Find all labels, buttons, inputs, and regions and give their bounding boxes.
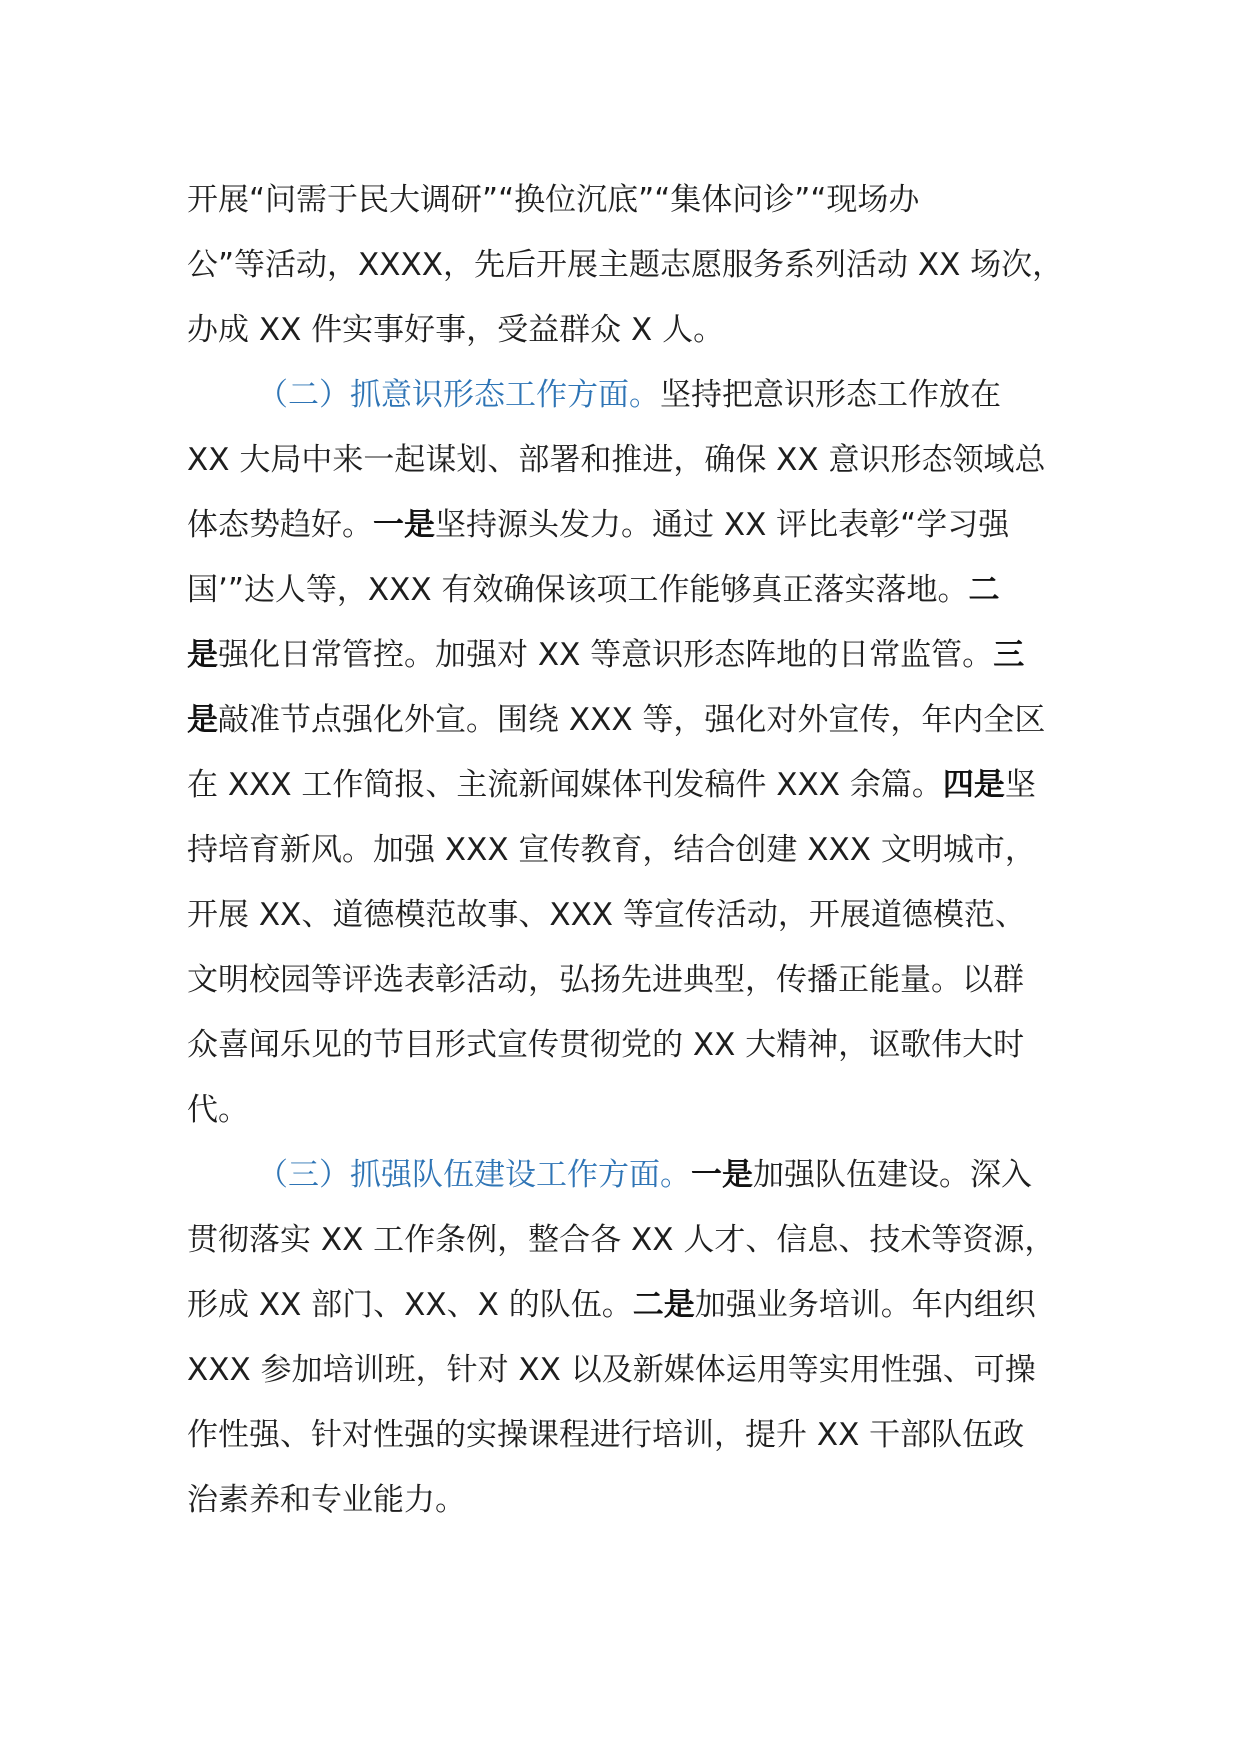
text-line (187, 753, 1082, 818)
text-line: 众喜闻乐见的节目形式宣传贯彻党的 XX 大精神，讴歌伟大时 (187, 1027, 1025, 1063)
text-line: 开展 XX、道德模范故事、XXX 等宣传活动，开展道德模范、 (187, 897, 1026, 933)
text-span: 坚持源头发力。通过 XX 评比表彰“学习强 (435, 507, 1010, 543)
text-span: 敲准节点强化外宣。围绕 XXX 等，强化对外宣传，年内全区 (218, 702, 1046, 738)
ordinal-marker-2: 二 (968, 572, 1000, 608)
ordinal-marker-4: 四是 (942, 767, 1005, 803)
text-line (187, 688, 1082, 753)
ordinal-marker-2-cont: 是 (187, 637, 218, 673)
text-line: 作性强、针对性强的实操课程进行培训，提升 XX 干部队伍政 (187, 1417, 1025, 1453)
section-heading-ideology: （二）抓意识形态工作方面。 (257, 377, 660, 413)
text-line: 代。 (187, 1092, 249, 1128)
ordinal-marker-1: 一是 (691, 1157, 753, 1193)
text-line (187, 558, 1082, 623)
text-span: 强化日常管控。加强对 XX 等意识形态阵地的日常监管。 (218, 637, 994, 673)
paragraph-ideology (187, 363, 1082, 1143)
text-line: 公”等活动，XXXX，先后开展主题志愿服务系列活动 XX 场次， (187, 247, 1064, 283)
text-span: 坚 (1004, 767, 1036, 803)
text-span: 在 XXX 工作简报、主流新闻媒体刊发稿件 XXX 余篇。 (187, 767, 943, 803)
text-span: 国’”达人等，XXX 有效确保该项工作能够真正落实落地。 (187, 572, 969, 608)
document-body (187, 168, 1082, 1533)
text-line (187, 363, 1082, 428)
text-line: 文明校园等评选表彰活动，弘扬先进典型，传播正能量。以群 (187, 962, 1024, 998)
text-span: 加强业务培训。年内组织 (694, 1287, 1036, 1323)
ordinal-marker-3: 三 (993, 637, 1025, 673)
paragraph-team-building (187, 1143, 1082, 1533)
text-span: 形成 XX 部门、XX、X 的队伍。 (187, 1287, 633, 1323)
section-heading-team: （三）抓强队伍建设工作方面。 (257, 1157, 691, 1193)
text-line: XXX 参加培训班，针对 XX 以及新媒体运用等实用性强、可操 (187, 1352, 1036, 1388)
text-line: 贯彻落实 XX 工作条例，整合各 XX 人才、信息、技术等资源， (187, 1222, 1056, 1258)
text-line (187, 1143, 1082, 1208)
text-line (187, 1273, 1082, 1338)
text-span: 坚持把意识形态工作放在 (660, 377, 1001, 413)
text-line (187, 493, 1082, 558)
ordinal-marker-3-cont: 是 (187, 702, 218, 738)
text-line: XX 大局中来一起谋划、部署和推进，确保 XX 意识形态领域总 (187, 442, 1046, 478)
text-span: 加强队伍建设。深入 (753, 1157, 1032, 1193)
text-line: 治素养和专业能力。 (187, 1482, 466, 1518)
ordinal-marker-1: 一是 (373, 507, 435, 543)
paragraph-activities (187, 168, 1082, 363)
text-line: 持培育新风。加强 XXX 宣传教育，结合创建 XXX 文明城市， (187, 832, 1036, 868)
ordinal-marker-2: 二是 (632, 1287, 695, 1323)
text-line: 办成 XX 件实事好事，受益群众 X 人。 (187, 312, 725, 348)
text-line (187, 623, 1082, 688)
text-line: 开展“问需于民大调研”“换位沉底”“集体问诊”“现场办 (187, 182, 920, 218)
text-span: 体态势趋好。 (187, 507, 373, 543)
